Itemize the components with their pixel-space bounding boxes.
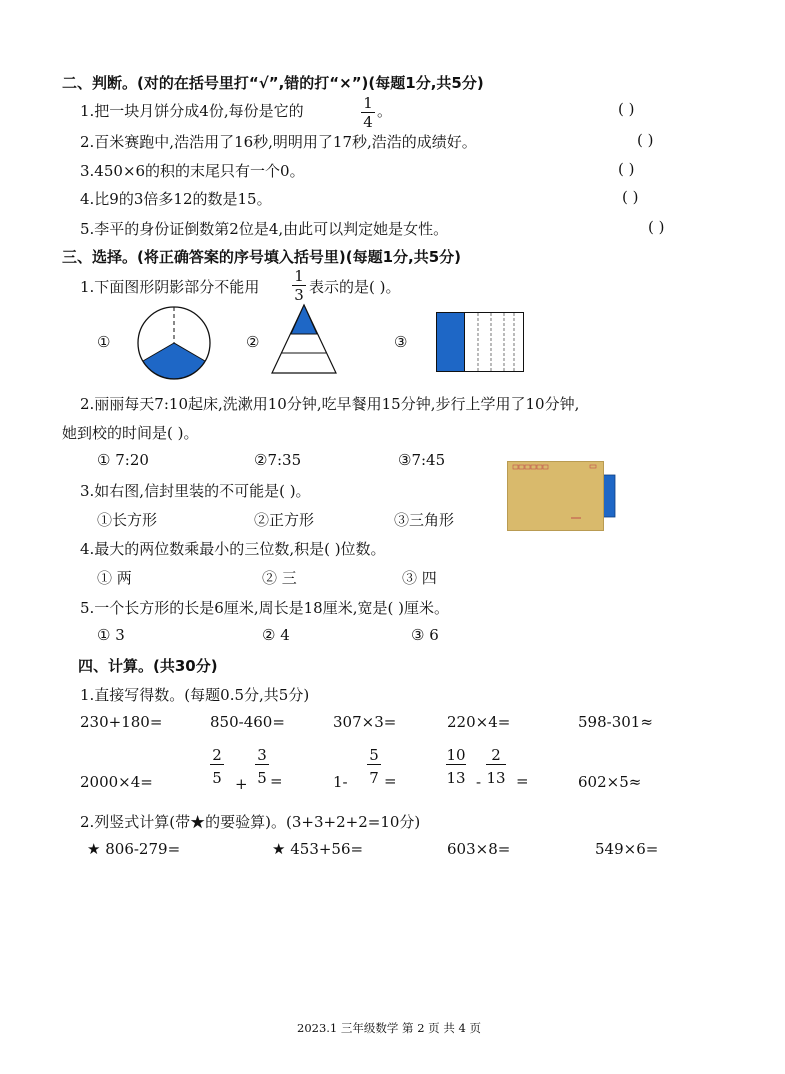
vertical-calc-expr: 603×8=: [447, 840, 511, 858]
vertical-calc-expr: 549×6=: [595, 840, 659, 858]
envelope-image: [507, 461, 617, 531]
choice-q4-option-1: ① 两: [97, 569, 132, 587]
calc-expr: 307×3=: [333, 713, 397, 731]
fraction-2-13: [486, 746, 506, 787]
calc-expr: 850-460=: [210, 713, 285, 731]
equals-sign: =: [270, 772, 283, 790]
answer-paren[interactable]: ( ): [622, 188, 639, 206]
choice-q2-option-1: ① 7:20: [97, 451, 149, 469]
choice-q2-line2: 她到校的时间是( )。: [62, 424, 199, 442]
judge-item-4: 4.比9的3倍多12的数是15。: [80, 190, 272, 208]
answer-paren[interactable]: ( ): [618, 160, 635, 178]
vertical-calc-4: [595, 840, 658, 858]
fraction-den: 13: [446, 769, 466, 787]
fraction-num: 10: [446, 746, 466, 764]
fraction-3-5: [255, 746, 269, 787]
one-minus: 1-: [333, 773, 348, 791]
fraction-den: 5: [257, 769, 267, 787]
fraction-den: 4: [363, 113, 373, 131]
judge-item-3: 3.450×6的积的末尾只有一个0。: [80, 162, 305, 180]
fraction-num: 5: [369, 746, 379, 764]
circle-figure: [136, 305, 212, 381]
fraction-bar: [255, 764, 269, 765]
choice-q3-option-2: ②正方形: [254, 511, 315, 529]
option-2-label: ②: [246, 333, 260, 351]
fraction-one-third: [292, 267, 306, 304]
vertical-calc-expr: 806-279=: [105, 840, 181, 858]
fraction-den: 13: [486, 769, 506, 787]
fraction-den: 3: [294, 286, 304, 304]
choice-q4-option-3: ③ 四: [402, 569, 437, 587]
answer-paren[interactable]: ( ): [648, 218, 665, 236]
section4-title: 四、计算。(共30分): [78, 657, 218, 675]
choice-q5-option-3: ③ 6: [411, 626, 439, 644]
judge-item-1: [80, 100, 304, 121]
fraction-den: 5: [212, 769, 222, 787]
judge-item-1-end: 。: [377, 102, 393, 120]
calc-sub2-title: 2.列竖式计算(带★的要验算)。(3+3+2+2=10分): [80, 813, 421, 831]
answer-paren[interactable]: ( ): [618, 100, 635, 118]
choice-q4-option-2: ② 三: [262, 569, 297, 587]
fraction-bar: [446, 764, 466, 765]
choice-q3-option-3: ③三角形: [394, 511, 455, 529]
choice-q5-option-2: ② 4: [262, 626, 290, 644]
fraction-bar: [210, 764, 224, 765]
answer-paren[interactable]: ( ): [637, 131, 654, 149]
fraction-num: 1: [363, 94, 373, 112]
calc-expr: 602×5≈: [578, 773, 642, 791]
judge-item-1-text: 1.把一块月饼分成4份,每份是它的: [80, 102, 304, 120]
vertical-calc-2: [272, 840, 363, 858]
choice-q4: 4.最大的两位数乘最小的三位数,积是( )位数。: [80, 540, 386, 558]
calc-expr: 598-301≈: [578, 713, 653, 731]
fraction-one-fourth: [361, 94, 375, 131]
choice-q3: 3.如右图,信封里装的不可能是( )。: [80, 482, 311, 500]
option-3-label: ③: [394, 333, 408, 351]
triangle-figure: [270, 303, 338, 375]
fraction-den: 7: [369, 769, 379, 787]
fraction-5-7: [367, 746, 381, 787]
plus-operator: +: [235, 775, 248, 793]
choice-q2-line1: 2.丽丽每天7:10起床,洗漱用10分钟,吃早餐用15分钟,步行上学用了10分钟,: [80, 395, 580, 413]
choice-q1-end: 表示的是( )。: [309, 278, 401, 296]
judge-item-2: 2.百米赛跑中,浩浩用了16秒,明明用了17秒,浩浩的成绩好。: [80, 133, 477, 151]
choice-q2-option-3: ③7:45: [398, 451, 446, 469]
choice-q1: 1.下面图形阴影部分不能用: [80, 278, 260, 296]
vertical-calc-1: [87, 840, 180, 858]
calc-expr: 2000×4=: [80, 773, 153, 791]
equals-sign: =: [384, 772, 397, 790]
calc-sub1-title: 1.直接写得数。(每题0.5分,共5分): [80, 686, 310, 704]
section3-title: 三、选择。(将正确答案的序号填入括号里)(每题1分,共5分): [62, 248, 461, 266]
judge-item-5: 5.李平的身份证倒数第2位是4,由此可以判定她是女性。: [80, 220, 449, 238]
calc-expr: 230+180=: [80, 713, 163, 731]
fraction-2-5: [210, 746, 224, 787]
vertical-calc-expr: 453+56=: [290, 840, 364, 858]
equals-sign: =: [516, 772, 529, 790]
calc-expr: 220×4=: [447, 713, 511, 731]
section2-title: 二、判断。(对的在括号里打“√”,错的打“×”)(每题1分,共5分): [62, 74, 484, 92]
rectangle-figure: [436, 312, 524, 372]
option-1-label: ①: [97, 333, 111, 351]
fraction-10-13: [446, 746, 466, 787]
fraction-bar: [367, 764, 381, 765]
fraction-num: 3: [257, 746, 267, 764]
fraction-num: 2: [212, 746, 222, 764]
fraction-num: 1: [294, 267, 304, 285]
star-icon: ★: [87, 840, 101, 858]
choice-q5: 5.一个长方形的长是6厘米,周长是18厘米,宽是( )厘米。: [80, 599, 449, 617]
star-icon: ★: [272, 840, 286, 858]
choice-q3-option-1: ①长方形: [97, 511, 158, 529]
fraction-bar: [486, 764, 506, 765]
vertical-calc-3: [447, 840, 510, 858]
choice-q2-option-2: ②7:35: [254, 451, 302, 469]
page-footer: 2023.1 三年级数学 第 2 页 共 4 页: [297, 1021, 481, 1035]
choice-q5-option-1: ① 3: [97, 626, 125, 644]
fraction-num: 2: [491, 746, 501, 764]
minus-operator: -: [476, 773, 482, 791]
